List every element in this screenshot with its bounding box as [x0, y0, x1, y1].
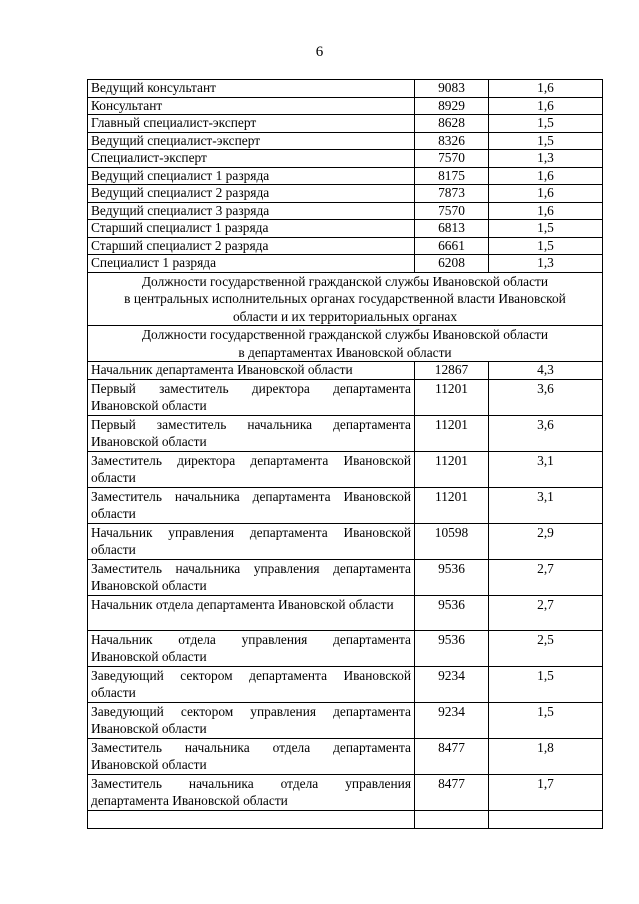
table-row — [88, 451, 603, 487]
salary-cell: 11201 — [415, 415, 489, 451]
section-line: Должности государственной гражданской службы Ивановской области — [141, 327, 549, 342]
salary-cell: 8326 — [415, 132, 489, 150]
salary-cell: 6813 — [415, 220, 489, 238]
table-row — [88, 150, 603, 168]
coefficient-cell: 1,6 — [489, 185, 603, 203]
coefficient-cell: 1,3 — [489, 150, 603, 168]
salary-cell: 11201 — [415, 487, 489, 523]
salary-cell: 8628 — [415, 115, 489, 133]
coefficient-cell — [489, 810, 603, 828]
coefficient-cell: 2,9 — [489, 523, 603, 559]
table-row — [88, 559, 603, 595]
salary-table — [87, 79, 603, 829]
position-cell: Ведущий консультант — [88, 80, 415, 98]
position-cell: Начальник управления департамента Ивановской области — [88, 523, 415, 559]
position-cell — [88, 810, 415, 828]
position-cell: Начальник отдела департамента Ивановской области — [88, 595, 415, 630]
coefficient-cell: 1,8 — [489, 738, 603, 774]
salary-cell: 11201 — [415, 451, 489, 487]
position-cell: Главный специалист-эксперт — [88, 115, 415, 133]
table-row — [88, 630, 603, 666]
coefficient-cell: 1,7 — [489, 774, 603, 810]
table-row — [88, 255, 603, 273]
section-line: области и их территориальных органах — [232, 308, 458, 324]
position-cell: Ведущий специалист 1 разряда — [88, 167, 415, 185]
position-cell: Ведущий специалист 2 разряда — [88, 185, 415, 203]
coefficient-cell: 1,5 — [489, 115, 603, 133]
position-cell: Специалист 1 разряда — [88, 255, 415, 273]
page-number: 6 — [315, 44, 324, 60]
section-central-heading — [88, 272, 603, 326]
coefficient-cell: 3,1 — [489, 487, 603, 523]
coefficient-cell: 3,6 — [489, 379, 603, 415]
position-cell: Заместитель начальника отдела департамента Ивановской области — [88, 738, 415, 774]
table-row — [88, 666, 603, 702]
salary-cell: 8477 — [415, 774, 489, 810]
salary-cell: 12867 — [415, 362, 489, 380]
section-line: в департаментах Ивановской области — [238, 344, 452, 360]
position-cell: Консультант — [88, 97, 415, 115]
coefficient-cell: 2,7 — [489, 595, 603, 630]
salary-cell — [415, 810, 489, 828]
coefficient-cell: 1,5 — [489, 237, 603, 255]
table-row — [88, 362, 603, 380]
coefficient-cell: 1,6 — [489, 202, 603, 220]
salary-cell: 6208 — [415, 255, 489, 273]
coefficient-cell: 1,6 — [489, 97, 603, 115]
table-row — [88, 415, 603, 451]
salary-cell: 7570 — [415, 150, 489, 168]
table-row — [88, 702, 603, 738]
table-row — [88, 185, 603, 203]
table-row — [88, 523, 603, 559]
position-cell: Старший специалист 1 разряда — [88, 220, 415, 238]
table-row — [88, 80, 603, 98]
table-row — [88, 738, 603, 774]
position-cell: Первый заместитель директора департамента Ивановской области — [88, 379, 415, 415]
coefficient-cell: 3,6 — [489, 415, 603, 451]
position-cell: Первый заместитель начальника департамента Ивановской области — [88, 415, 415, 451]
coefficient-cell: 4,3 — [489, 362, 603, 380]
table-row — [88, 115, 603, 133]
position-cell: Ведущий специалист 3 разряда — [88, 202, 415, 220]
salary-cell: 7873 — [415, 185, 489, 203]
table-row — [88, 595, 603, 630]
table-row — [88, 202, 603, 220]
section-line: Должности государственной гражданской службы Ивановской области — [141, 273, 549, 289]
salary-cell: 8175 — [415, 167, 489, 185]
position-cell: Заведующий сектором департамента Ивановской области — [88, 666, 415, 702]
coefficient-cell: 2,7 — [489, 559, 603, 595]
salary-cell: 8929 — [415, 97, 489, 115]
position-cell: Заместитель начальника управления департамента Ивановской области — [88, 559, 415, 595]
salary-cell: 9536 — [415, 595, 489, 630]
salary-cell: 10598 — [415, 523, 489, 559]
coefficient-cell: 1,5 — [489, 220, 603, 238]
table-row — [88, 220, 603, 238]
salary-cell: 9083 — [415, 80, 489, 98]
salary-cell: 9234 — [415, 702, 489, 738]
salary-cell: 9234 — [415, 666, 489, 702]
salary-cell: 9536 — [415, 559, 489, 595]
salary-cell: 9536 — [415, 630, 489, 666]
coefficient-cell: 1,5 — [489, 666, 603, 702]
position-cell: Заведующий сектором управления департамента Ивановской области — [88, 702, 415, 738]
position-cell: Ведущий специалист-эксперт — [88, 132, 415, 150]
table-row — [88, 774, 603, 810]
section-header-row — [88, 272, 603, 326]
table-row — [88, 237, 603, 255]
position-cell: Специалист-эксперт — [88, 150, 415, 168]
coefficient-cell: 3,1 — [489, 451, 603, 487]
table-row — [88, 487, 603, 523]
salary-cell: 7570 — [415, 202, 489, 220]
coefficient-cell: 1,5 — [489, 132, 603, 150]
salary-cell: 6661 — [415, 237, 489, 255]
section-line: в центральных исполнительных органах государственной власти Ивановской — [124, 291, 566, 306]
coefficient-cell: 1,6 — [489, 167, 603, 185]
coefficient-cell: 1,5 — [489, 702, 603, 738]
coefficient-cell: 1,6 — [489, 80, 603, 98]
table-row — [88, 97, 603, 115]
coefficient-cell: 2,5 — [489, 630, 603, 666]
salary-cell: 8477 — [415, 738, 489, 774]
table-row — [88, 132, 603, 150]
section-departments-heading — [88, 326, 603, 362]
position-cell: Начальник департамента Ивановской области — [88, 362, 415, 380]
table-row — [88, 379, 603, 415]
section-header-row — [88, 326, 603, 362]
salary-cell: 11201 — [415, 379, 489, 415]
coefficient-cell: 1,3 — [489, 255, 603, 273]
position-cell: Старший специалист 2 разряда — [88, 237, 415, 255]
table-row — [88, 167, 603, 185]
position-cell: Заместитель начальника отдела управления департамента Ивановской области — [88, 774, 415, 810]
table-row — [88, 810, 603, 828]
position-cell: Начальник отдела управления департамента Ивановской области — [88, 630, 415, 666]
position-cell: Заместитель начальника департамента Ивановской области — [88, 487, 415, 523]
position-cell: Заместитель директора департамента Ивановской области — [88, 451, 415, 487]
